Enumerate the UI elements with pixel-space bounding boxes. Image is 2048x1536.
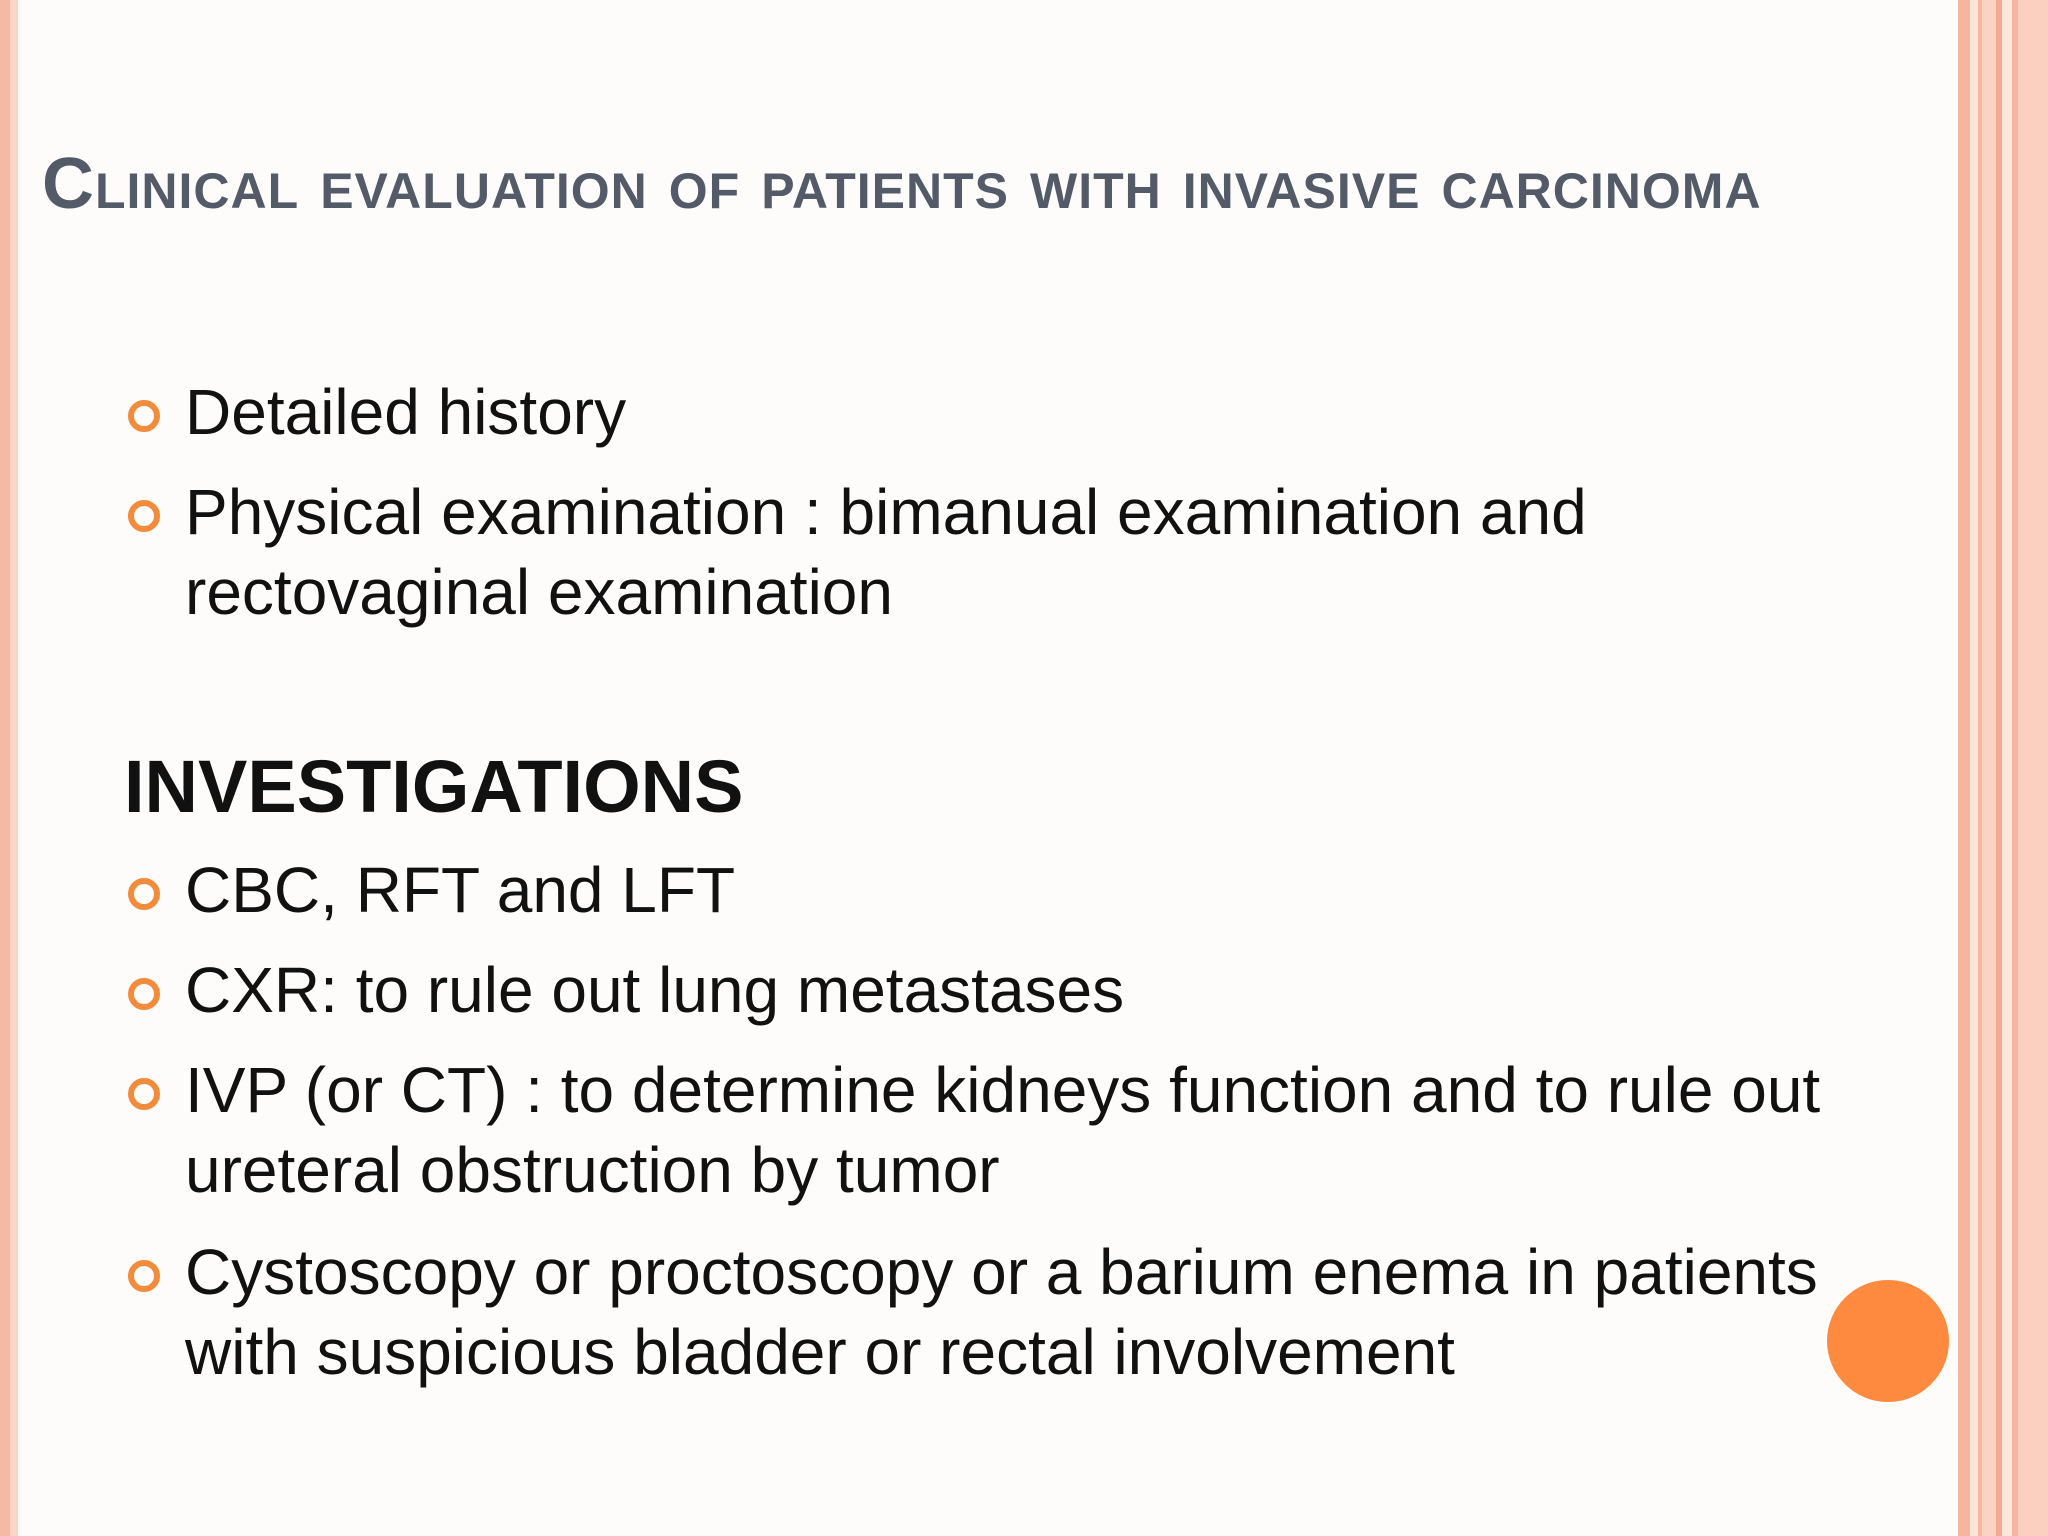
list-item [0, 472, 1885, 632]
history-list [0, 372, 1885, 632]
right-border-stripe [1970, 0, 1978, 1536]
list-item-text: CBC, RFT and LFT [185, 854, 736, 926]
list-item-text: IVP (or CT) : to determine kidneys function and to rule out ureteral obstruction by tumor [185, 1054, 1821, 1206]
hollow-circle-bullet-icon [128, 978, 160, 1010]
list-item-text: CXR: to rule out lung metastases [185, 954, 1125, 1026]
right-border-stripe [1958, 0, 1970, 1536]
hollow-circle-bullet-icon [128, 400, 160, 432]
list-item [0, 1232, 1885, 1392]
hollow-circle-bullet-icon [128, 1078, 160, 1110]
section-heading: INVESTIGATIONS [124, 745, 744, 828]
list-item [0, 850, 1885, 930]
list-item-text: Detailed history [185, 376, 627, 448]
list-item [0, 372, 1885, 452]
hollow-circle-bullet-icon [128, 1260, 160, 1292]
list-item-text: Cystoscopy or proctoscopy or a barium enema in patients with suspicious bladder or rectal involvement [185, 1236, 1818, 1388]
investigations-list [0, 850, 1885, 1412]
right-border-stripe [2018, 0, 2048, 1536]
list-item [0, 1050, 1885, 1210]
list-item-text: Physical examination : bimanual examination and rectovaginal examination [185, 476, 1587, 628]
hollow-circle-bullet-icon [128, 500, 160, 532]
right-border-stripe [2002, 0, 2012, 1536]
orange-circle-icon [1827, 1280, 1949, 1402]
list-item [0, 950, 1885, 1030]
hollow-circle-bullet-icon [128, 878, 160, 910]
right-border-stripe [1982, 0, 1996, 1536]
slide-title: Clinical evaluation of patients with invasive carcinoma [42, 144, 1762, 224]
